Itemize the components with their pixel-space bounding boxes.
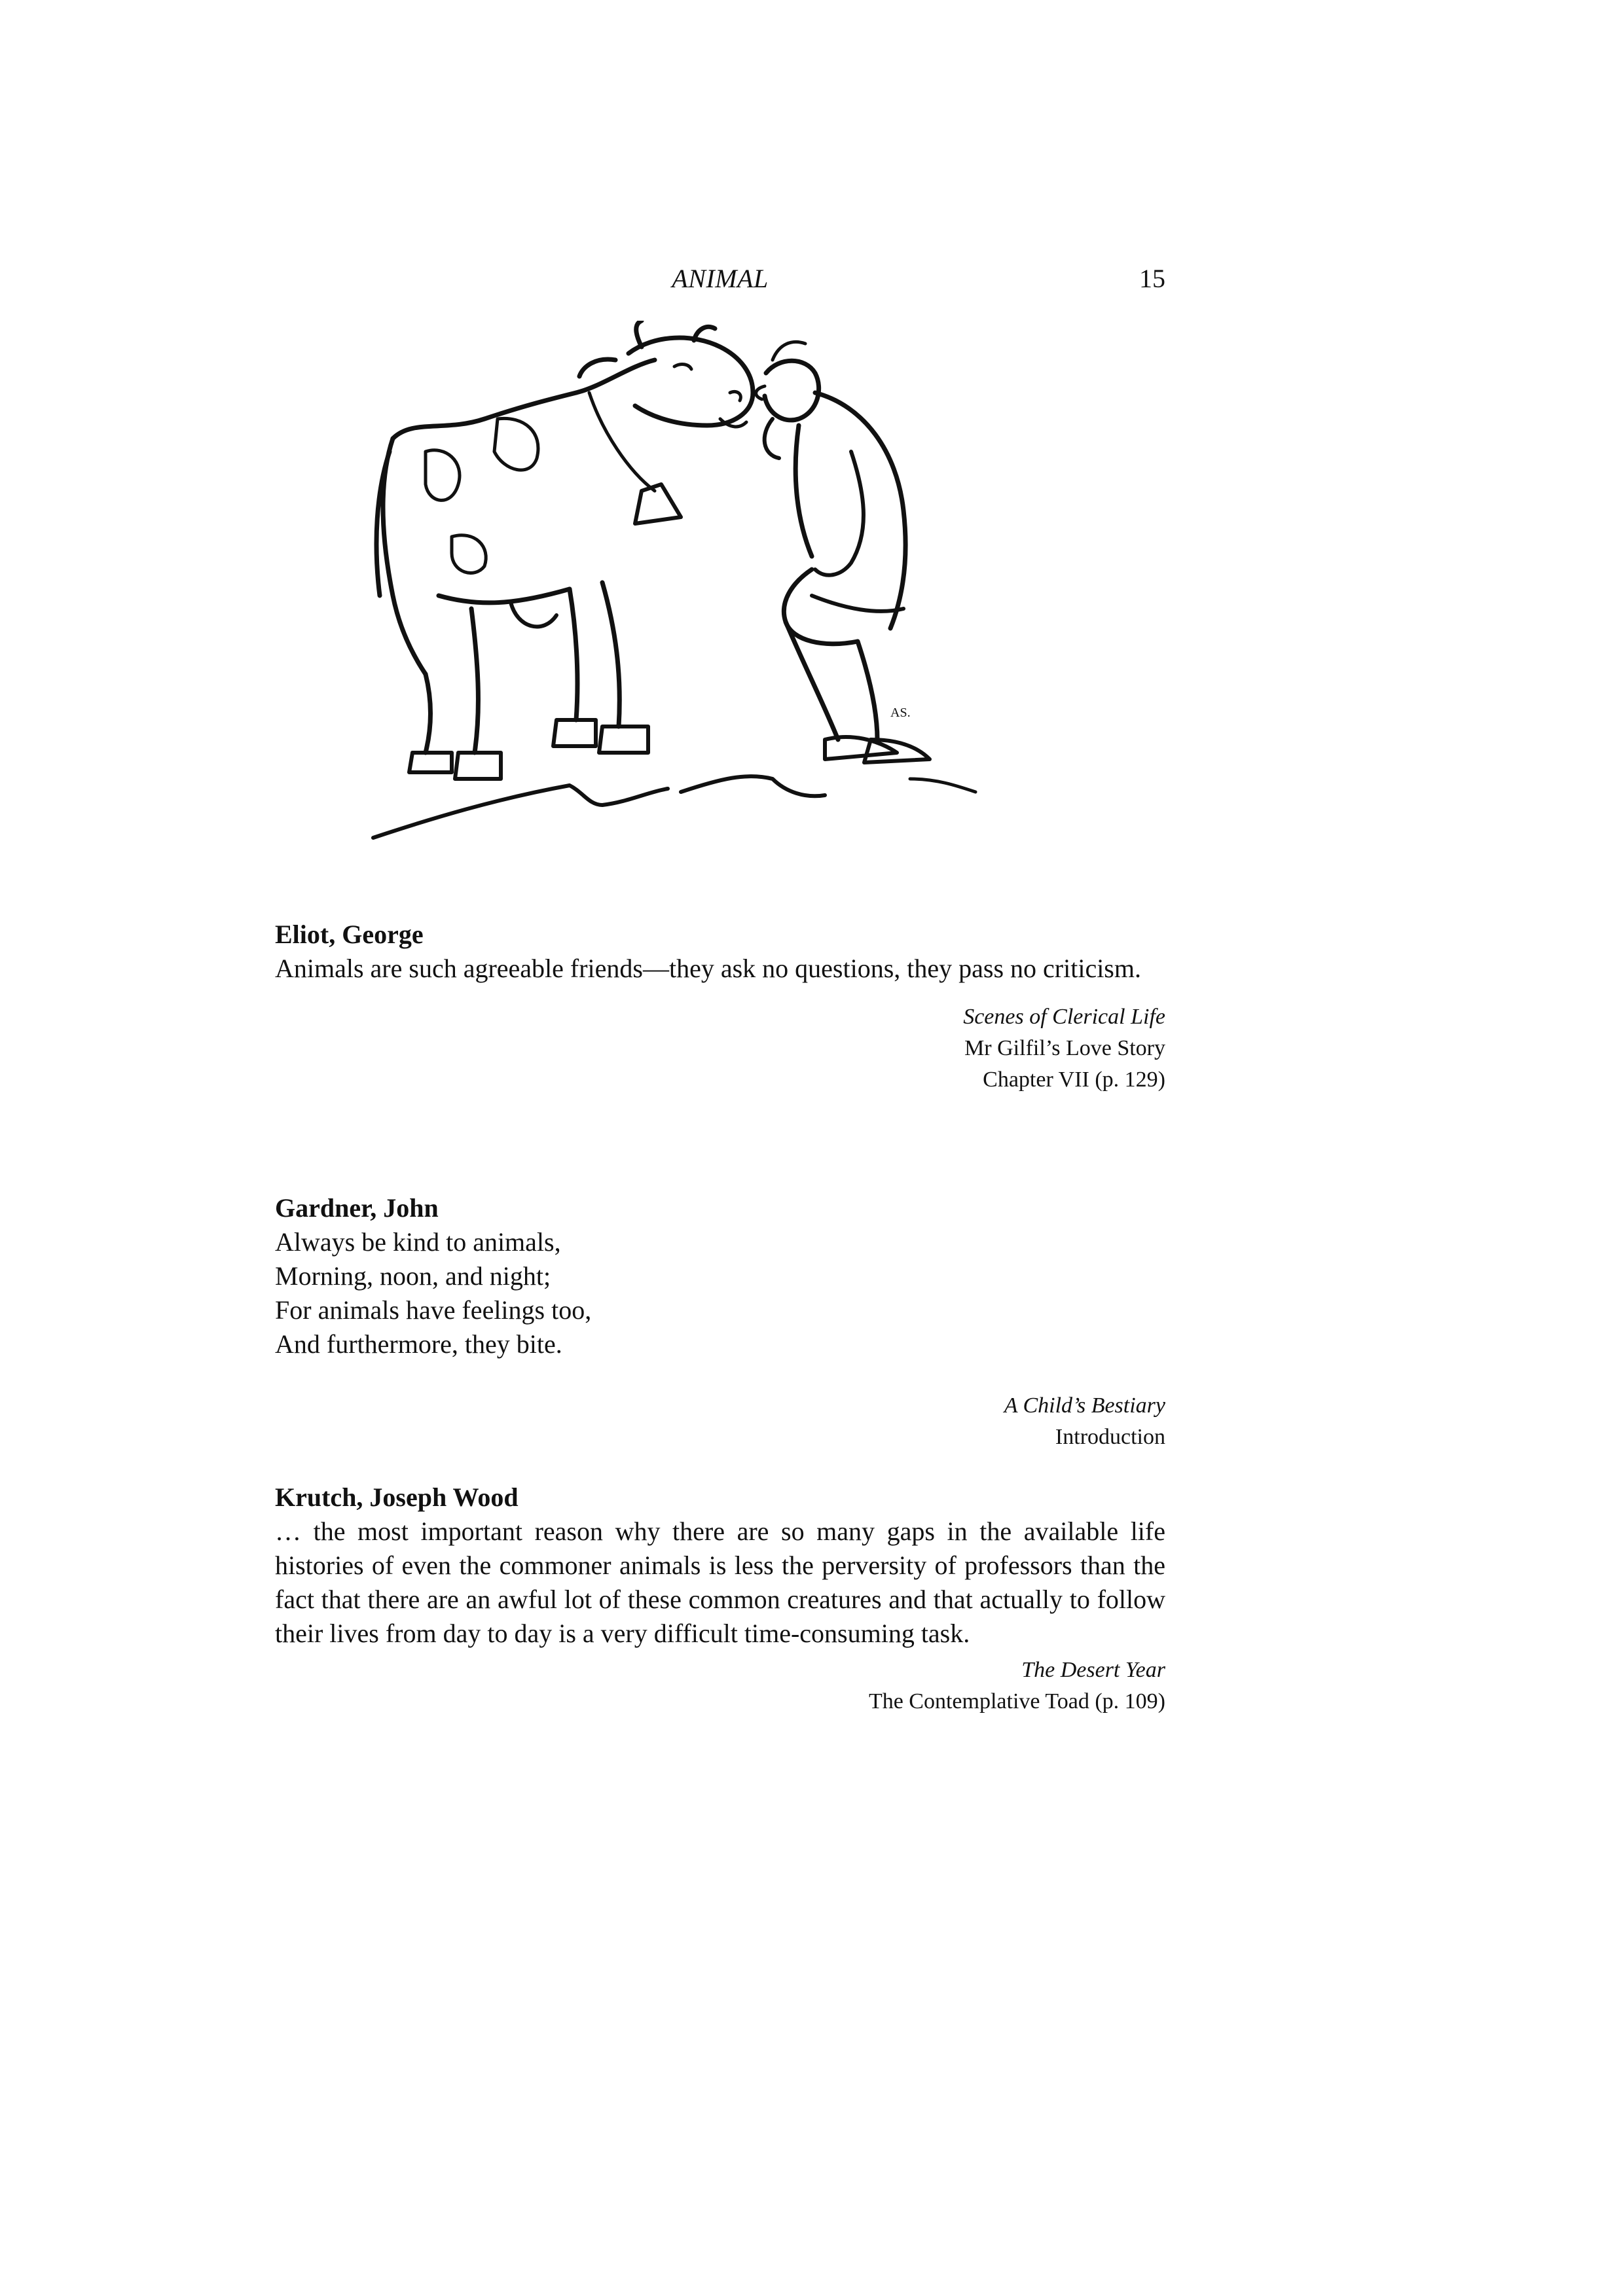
cow-eye [674,365,691,369]
cow-horn-left [636,321,642,347]
cow-and-man-illustration [354,321,1080,864]
source-work: A Child’s Bestiary [1004,1393,1165,1418]
cow-hoof-4 [599,726,648,753]
man-hair [773,342,805,360]
man-head [765,361,819,420]
cow-rump-line [383,439,426,674]
entry-author: Krutch, Joseph Wood [275,1482,519,1512]
cow-spot-1 [426,450,460,501]
cow-spot-2 [494,418,538,470]
man-coat-hem [812,596,903,611]
ground-stroke-2 [681,776,825,796]
ground-stroke-3 [910,779,976,792]
man-hand-chin [765,419,779,458]
cow-front-leg-2 [602,583,619,726]
verse-line: Morning, noon, and night; [275,1261,551,1291]
source-line: Chapter VII (p. 129) [983,1067,1165,1092]
entry-quote: … the most important reason why there are so many gaps in the available life histories of even the commoner animals is less the perversity of professors than the fact that there are an awful lot of these common creatures and that actually to follow their lives from day to day is a very difficult time-consuming task. [275,1516,1165,1648]
source-line: Introduction [1055,1425,1165,1449]
verse-line: For animals have feelings too, [275,1295,592,1325]
man-arm [815,452,864,575]
cow-back-leg-1 [426,674,431,753]
verse-line: Always be kind to animals, [275,1227,561,1257]
running-title: ANIMAL [672,264,769,293]
cow-back-leg-2 [471,609,478,753]
illustration-drawing [354,321,1080,864]
man-chest [795,425,812,556]
man-shin-back [858,641,877,740]
cow-collar [589,393,655,491]
cow-ear [579,359,615,376]
ground-stroke-1 [373,785,668,838]
cow-spot-3 [452,535,486,573]
man-back [815,393,905,628]
cow-head-outline [629,338,753,425]
entry-eliot [275,918,1165,1096]
cow-hoof-3 [553,720,596,746]
entry-krutch [275,1480,1165,1717]
cow-belly-line [439,589,570,603]
cow-udder [511,602,556,626]
source-work: The Desert Year [1021,1658,1165,1682]
cow-back-line [393,393,576,439]
source-line: The Contemplative Toad (p. 109) [868,1689,1165,1713]
source-line: Mr Gilfil’s Love Story [964,1036,1165,1060]
cow-hoof-2 [455,753,501,779]
entry-quote: Animals are such agreeable friends—they ask no questions, they pass no criticism. [275,954,1141,983]
page-number: 15 [1139,264,1165,293]
cow-nostril [730,391,740,401]
entry-source [275,1001,1165,1096]
artist-initials: AS. [890,706,911,720]
entry-gardner [275,1191,1165,1453]
entry-author: Gardner, John [275,1193,439,1223]
entry-author: Eliot, George [275,920,424,949]
entry-source [275,1655,1165,1717]
running-head [275,263,1165,302]
verse-line: And furthermore, they bite. [275,1329,562,1359]
cow-bell [635,484,681,524]
entry-source [275,1390,1165,1453]
entry-verse [275,1225,1165,1361]
source-work: Scenes of Clerical Life [963,1005,1165,1029]
cow-front-leg-1 [570,589,577,720]
cow-hoof-1 [409,753,452,772]
